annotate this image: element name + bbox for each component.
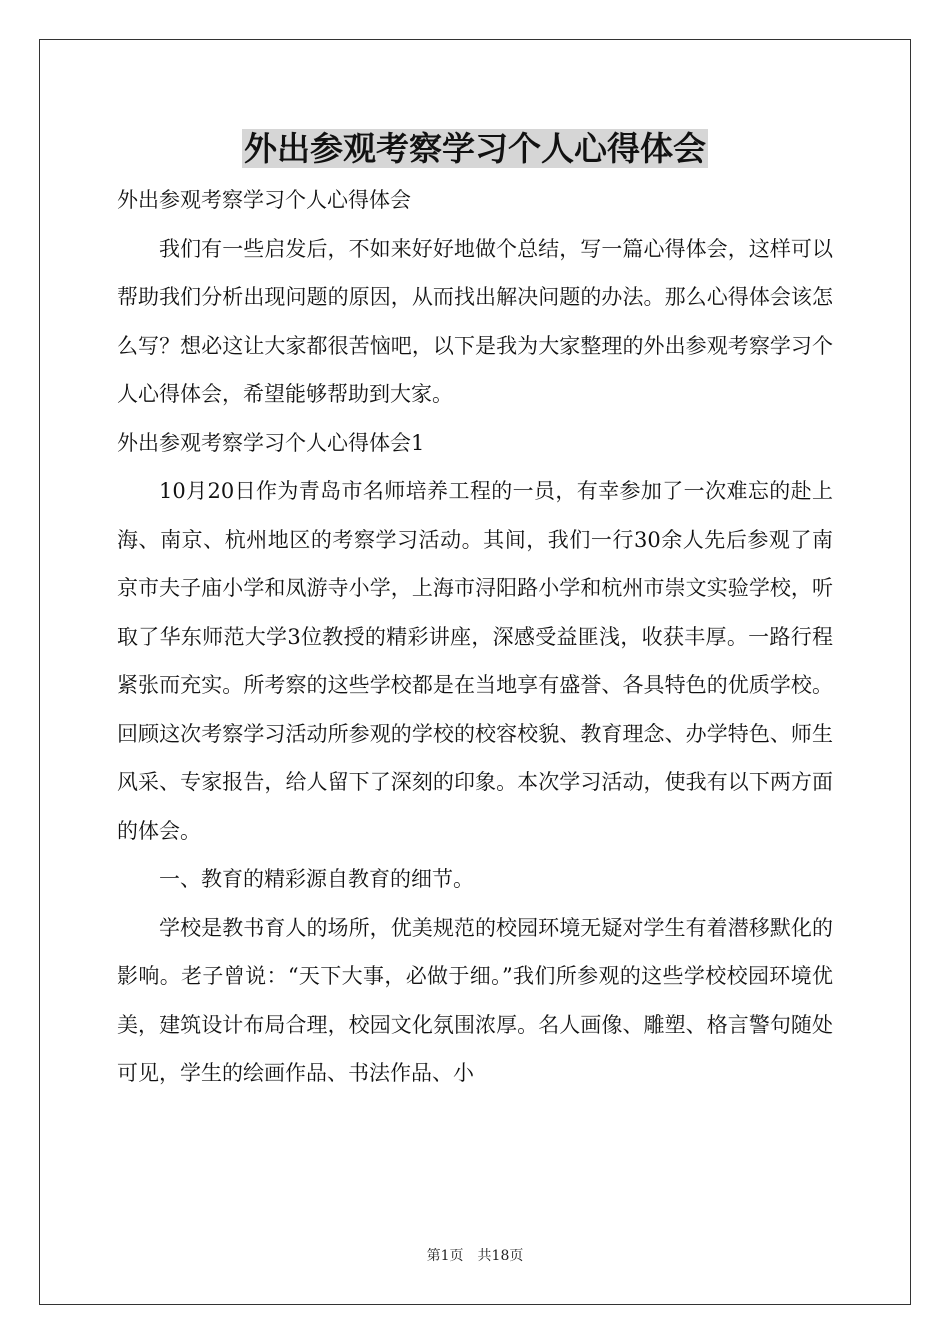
body-paragraph: 10月20日作为青岛市名师培养工程的一员，有幸参加了一次难忘的赴上海、南京、杭州地区的考察学习活动。其间，我们一行30余人先后参观了南京市夫子庙小学和凤游寺小学，上海市浔阳路小学和杭州市崇文实验学校，听取了华东师范大学3位教授的精彩讲座，深感受益匪浅，收获丰厚。一路行程紧张而充实。所考察的这些学校都是在当地享有盛誉、各具特色的优质学校。回顾这次考察学习活动所参观的学校的校容校貌、教育理念、办学特色、师生风采、专家报告，给人留下了深刻的印象。本次学习活动，使我有以下两方面的体会。 xyxy=(117,479,833,843)
document-title-text: 外出参观考察学习个人心得体会 xyxy=(244,129,706,168)
page-number-label: 第1页 共18页 xyxy=(426,1248,524,1264)
body-paragraph: 我们有一些启发后，不如来好好地做个总结，写一篇心得体会，这样可以帮助我们分析出现问题的原因，从而找出解决问题的办法。那么心得体会该怎么写？想必这让大家都很苦恼吧，以下是我为大家整理的外出参观考察学习个人心得体会，希望能够帮助到大家。 xyxy=(117,236,833,406)
document-title xyxy=(0,126,950,172)
body-paragraph: 一、教育的精彩源自教育的细节。 xyxy=(159,867,474,891)
section-heading: 外出参观考察学习个人心得体会1 xyxy=(117,430,425,455)
document-body xyxy=(117,176,833,1098)
section-heading: 外出参观考察学习个人心得体会 xyxy=(117,188,411,212)
page-footer xyxy=(0,1246,950,1266)
body-paragraph: 学校是教书育人的场所，优美规范的校园环境无疑对学生有着潜移默化的影响。老子曾说：“天下大事，必做于细。”我们所参观的这些学校校园环境优美，建筑设计布局合理，校园文化氛围浓厚。名人画像、雕塑、格言警句随处可见，学生的绘画作品、书法作品、小 xyxy=(117,915,833,1085)
